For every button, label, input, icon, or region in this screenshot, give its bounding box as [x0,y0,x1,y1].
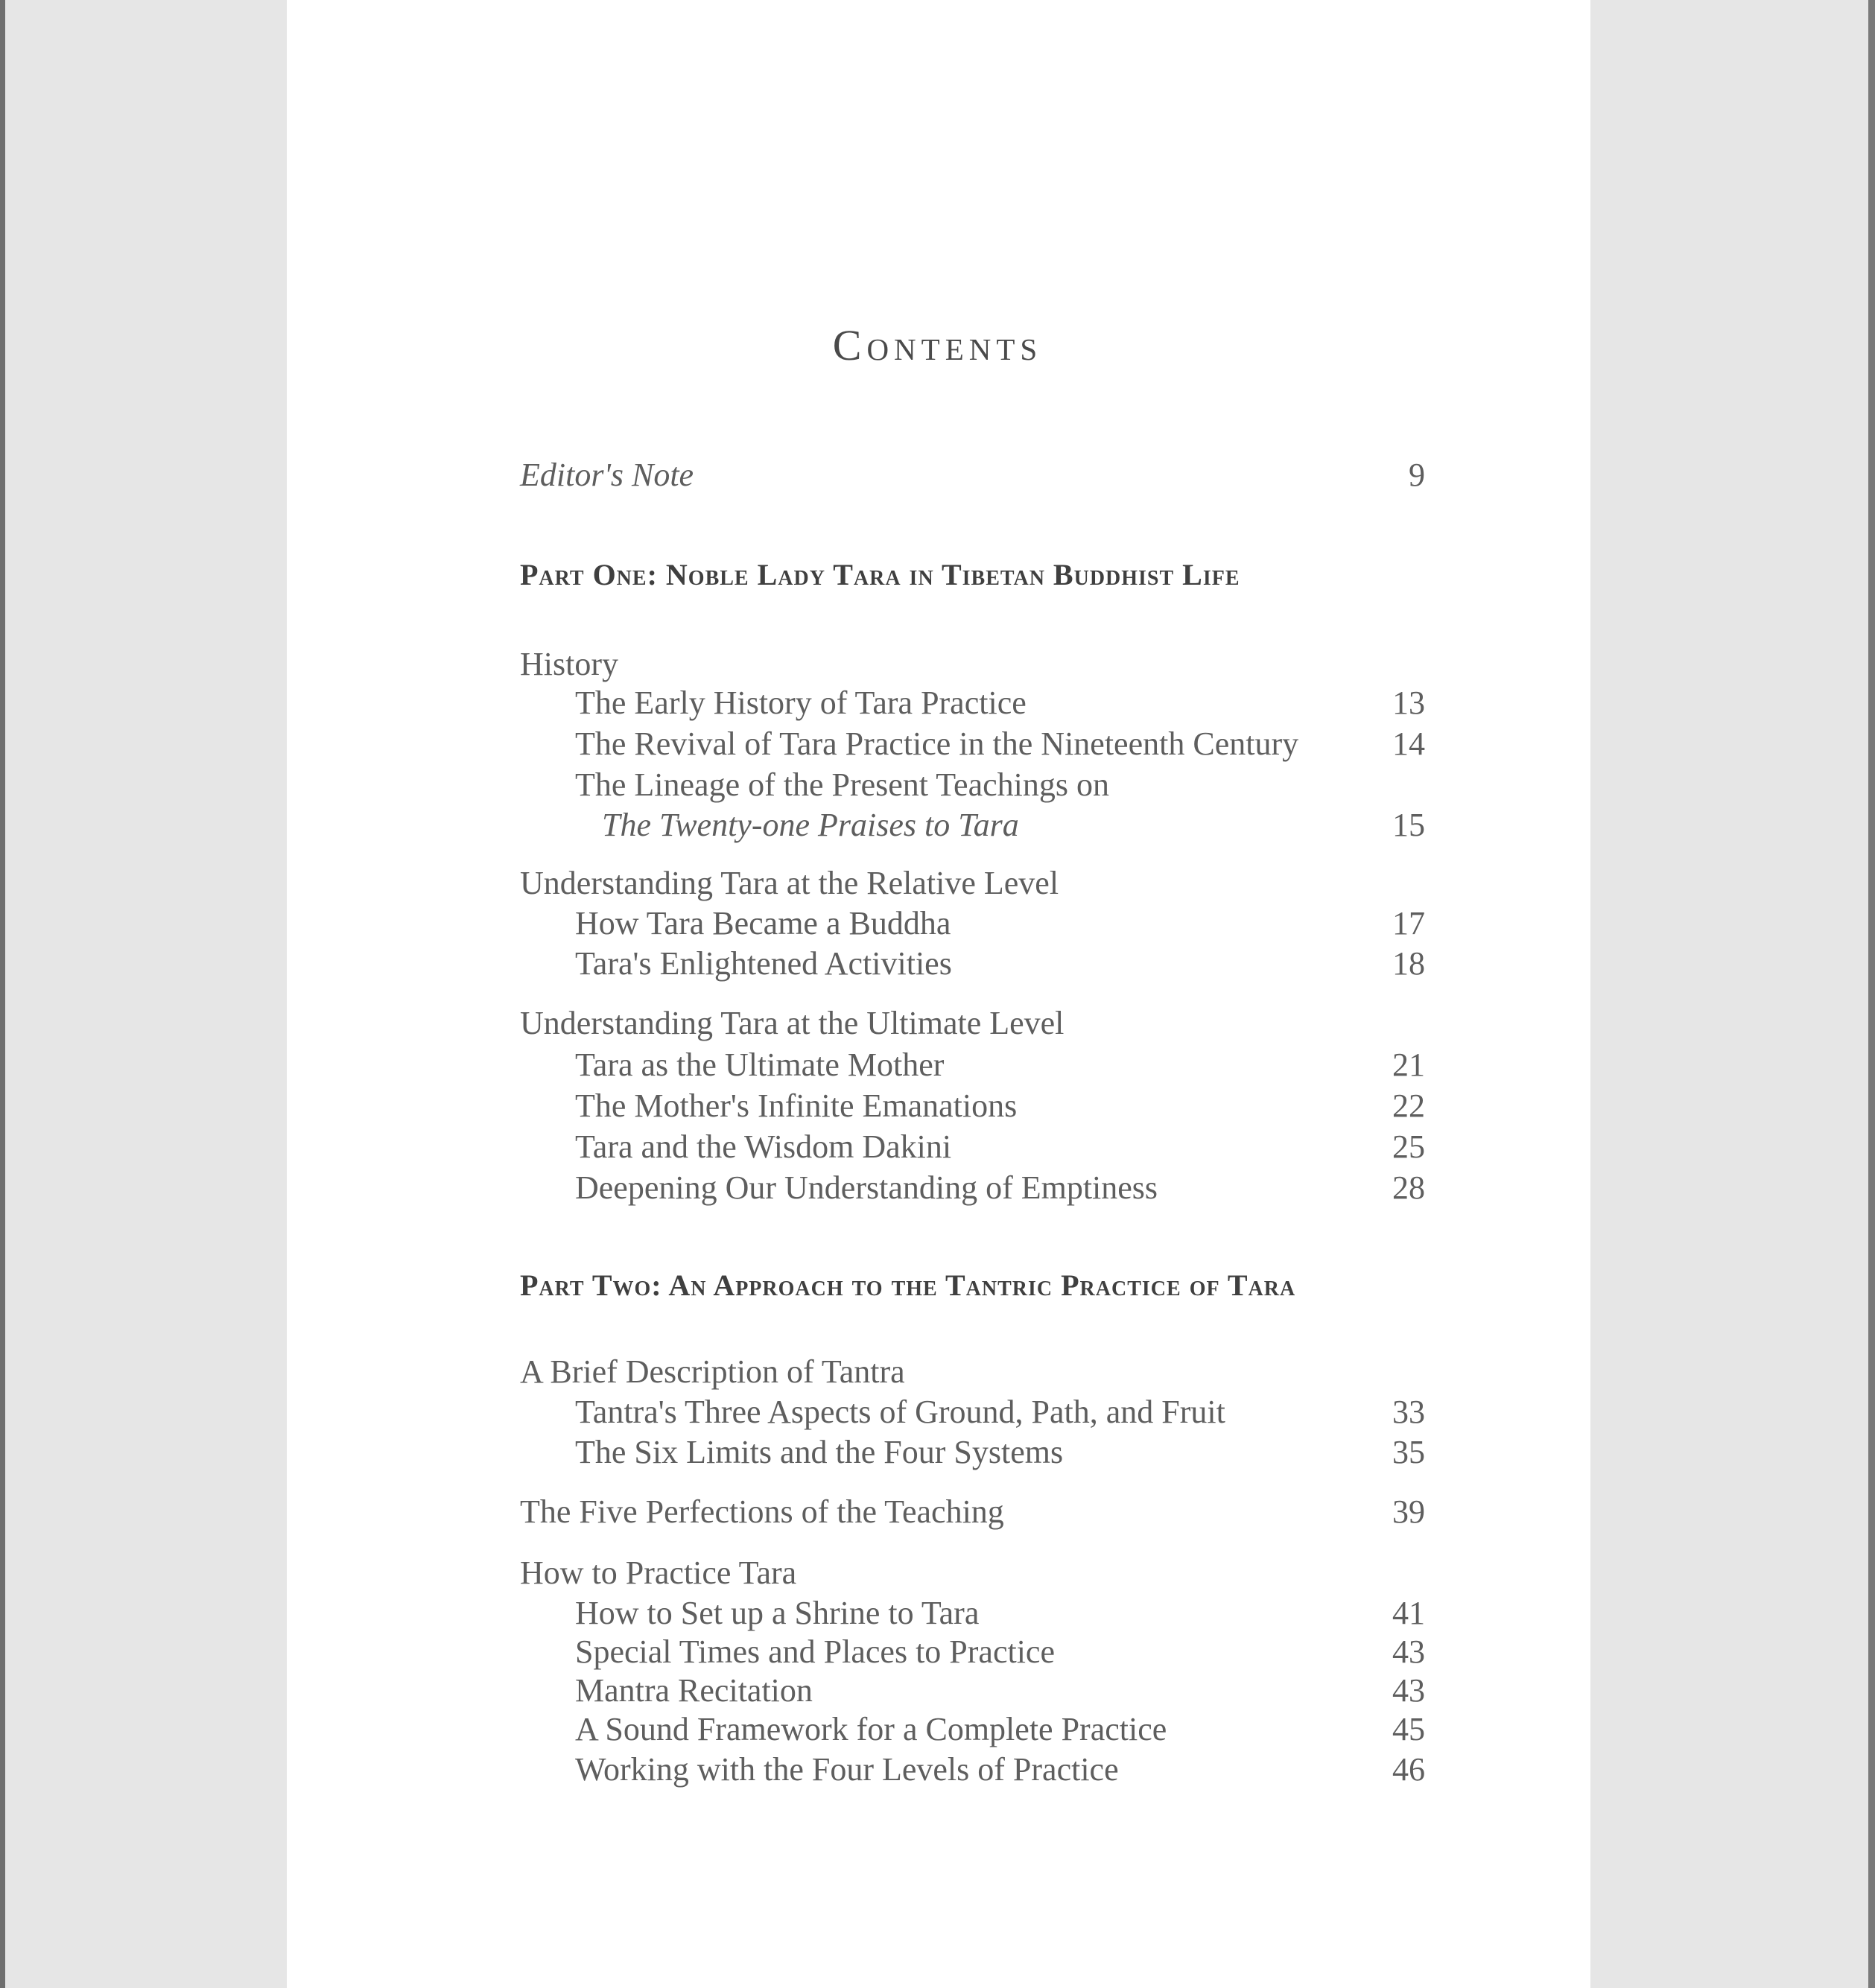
toc-entry-label: How to Set up a Shrine to Tara [575,1595,980,1631]
toc-entry-page: 39 [1392,1493,1425,1530]
toc-entry-page: 13 [1392,685,1425,721]
part-two-heading: Part Two: An Approach to the Tantric Practice of Tara [520,1268,1296,1302]
toc-entry[interactable] [602,806,1425,846]
toc-entry-label: Tara and the Wisdom Dakini [575,1128,952,1165]
toc-entry-page: 25 [1392,1128,1425,1165]
toc-entry-five-perfections[interactable] [520,1493,1425,1533]
toc-entry-page: 45 [1392,1711,1425,1747]
page-title: Contents [832,321,1043,369]
toc-entry-label: The Five Perfections of the Teaching [520,1493,1004,1530]
toc-entry-label: The Lineage of the Present Teachings on [575,766,1109,803]
toc-entry-page: 9 [1409,457,1425,493]
toc-entry[interactable] [575,1393,1425,1433]
toc-entry[interactable] [575,1633,1425,1673]
toc-entry-label: Tantra's Three Aspects of Ground, Path, and Fruit [575,1394,1225,1430]
toc-entry-label: Tara as the Ultimate Mother [575,1047,945,1083]
toc-entry-label: The Revival of Tara Practice in the Nineteenth Century [575,725,1299,762]
toc-entry-label: Mantra Recitation [575,1672,813,1709]
toc-entry[interactable] [575,1128,1425,1168]
toc-entry[interactable] [575,1671,1425,1712]
toc-entry-page: 46 [1392,1751,1425,1788]
toc-entry[interactable] [575,684,1425,724]
toc-entry[interactable] [575,1710,1425,1750]
toc-entry-page: 33 [1392,1394,1425,1430]
section-relative-level: Understanding Tara at the Relative Level [520,865,1059,901]
toc-entry-label: A Sound Framework for a Complete Practice [575,1711,1167,1747]
toc-entry[interactable] [575,1046,1425,1086]
section-ultimate-level: Understanding Tara at the Ultimate Level [520,1005,1065,1041]
toc-entry-label: How Tara Became a Buddha [575,905,951,941]
toc-entry[interactable] [575,944,1425,985]
toc-entry-label: Deepening Our Understanding of Emptiness [575,1169,1158,1206]
toc-entry-label: Working with the Four Levels of Practice [575,1751,1119,1788]
toc-entry-label: Special Times and Places to Practice [575,1633,1055,1670]
section-tantra: A Brief Description of Tantra [520,1353,905,1390]
toc-entry[interactable] [575,1594,1425,1634]
section-how-to-practice: How to Practice Tara [520,1554,797,1591]
toc-entry-label: The Mother's Infinite Emanations [575,1087,1018,1124]
toc-entry[interactable] [575,1087,1425,1127]
toc-entry[interactable] [575,766,1425,806]
toc-entry-page: 43 [1392,1672,1425,1709]
toc-entry-page: 41 [1392,1595,1425,1631]
toc-entry-label: The Six Limits and the Four Systems [575,1434,1064,1470]
toc-entry-label: The Early History of Tara Practice [575,685,1027,721]
toc-entry-page: 35 [1392,1434,1425,1470]
toc-entry-page: 15 [1392,807,1425,843]
toc-entry-page: 22 [1392,1087,1425,1124]
toc-entry-page: 14 [1392,725,1425,762]
scan-left-edge [0,0,5,1988]
toc-entry[interactable] [575,1433,1425,1473]
toc-entry-label: The Twenty-one Praises to Tara [602,807,1019,843]
toc-entry-editors-note[interactable] [520,456,1425,496]
toc-entry-page: 17 [1392,905,1425,941]
section-history: History [520,646,618,682]
toc-entry-page: 18 [1392,945,1425,982]
toc-entry[interactable] [575,725,1425,765]
scan-right-edge [1868,0,1875,1988]
part-one-heading: Part One: Noble Lady Tara in Tibetan Buddhist Life [520,558,1240,591]
toc-entry[interactable] [575,904,1425,944]
toc-entry-page: 28 [1392,1169,1425,1206]
toc-entry-label: Editor's Note [520,457,694,493]
toc-entry-page: 43 [1392,1633,1425,1670]
toc-entry[interactable] [575,1750,1425,1791]
toc-entry[interactable] [575,1169,1425,1209]
toc-entry-page: 21 [1392,1047,1425,1083]
toc-entry-label: Tara's Enlightened Activities [575,945,952,982]
